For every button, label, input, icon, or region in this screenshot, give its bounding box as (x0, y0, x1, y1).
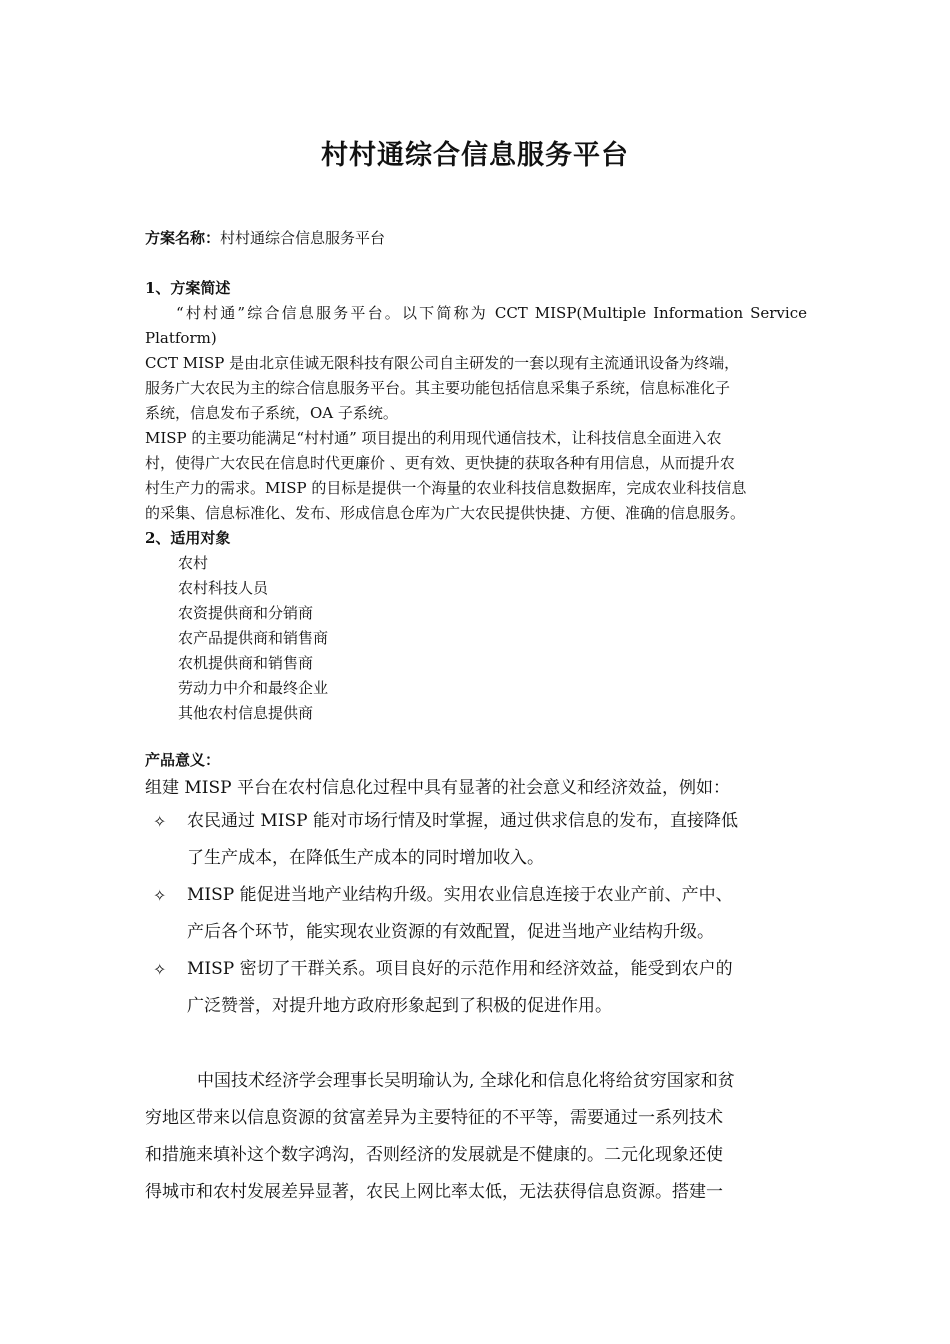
plan-name-value: 村村通综合信息服务平台 (220, 229, 386, 247)
overview-line: Platform) (145, 329, 217, 347)
significance-bullet-line: 了生产成本，在降低生产成本的同时增加收入。 (187, 848, 544, 868)
overview-line: 村生产力的需求。MISP 的目标是提供一个海量的农业科技信息数据库，完成农业科技信息 (145, 479, 747, 497)
document-title: 村村通综合信息服务平台 (321, 140, 629, 171)
diamond-bullet-icon: ✧ (153, 886, 167, 905)
overview-line: CCT MISP 是由北京佳诚无限科技有限公司自主研发的一套以现有主流通讯设备为终端， (145, 354, 740, 372)
significance-bullet-line: MISP 能促进当地产业结构升级。实用农业信息连接于农业产前、产中、 (187, 885, 733, 905)
significance-bullet-line: 农民通过 MISP 能对市场行情及时掌握，通过供求信息的发布，直接降低 (187, 811, 739, 831)
diamond-bullet-icon: ✧ (153, 960, 167, 979)
significance-bullet-line: 广泛赞誉，对提升地方政府形象起到了积极的促进作用。 (187, 996, 612, 1016)
overview-line: 系统，信息发布子系统，OA 子系统。 (145, 404, 398, 422)
audience-item: 农村 (178, 554, 209, 572)
closing-line: 得城市和农村发展差异显著，农民上网比率太低，无法获得信息资源。搭建一 (145, 1182, 723, 1202)
overview-line: 村，使得广大农民在信息时代更廉价 、更有效、更快捷的获取各种有用信息，从而提升农 (145, 454, 735, 472)
section-overview-heading: 1、方案简述 (145, 279, 231, 297)
overview-line: “村村通”综合信息服务平台。以下简称为 CCT MISP(Multiple Information Service (176, 304, 807, 322)
section-overview (145, 276, 807, 726)
significance-bullet-line: 产后各个环节，能实现农业资源的有效配置，促进当地产业结构升级。 (187, 922, 714, 942)
audience-item: 农机提供商和销售商 (178, 654, 314, 672)
overview-line: MISP 的主要功能满足“村村通” 项目提出的利用现代通信技术，让科技信息全面进入农 (145, 429, 722, 447)
closing-paragraph (145, 1063, 807, 1211)
audience-item: 劳动力中介和最终企业 (178, 679, 329, 697)
audience-item: 其他农村信息提供商 (178, 704, 314, 722)
audience-item: 农产品提供商和销售商 (178, 629, 329, 647)
audience-item: 农资提供商和分销商 (178, 604, 314, 622)
closing-line: 穷地区带来以信息资源的贫富差异为主要特征的不平等，需要通过一系列技术 (145, 1108, 723, 1128)
section-audience-heading: 2、适用对象 (145, 529, 231, 547)
diamond-bullet-icon: ✧ (153, 812, 167, 831)
audience-item: 农村科技人员 (178, 579, 269, 597)
section-significance (145, 748, 807, 803)
overview-line: 服务广大农民为主的综合信息服务平台。其主要功能包括信息采集子系统，信息标准化子 (145, 379, 731, 397)
significance-intro: 组建 MISP 平台在农村信息化过程中具有显著的社会意义和经济效益，例如： (145, 778, 731, 798)
plan-name-line (145, 226, 807, 251)
overview-line: 的采集、信息标准化、发布、形成信息仓库为广大农民提供快捷、方便、准确的信息服务。 (145, 504, 746, 522)
plan-name-label: 方案名称： (145, 229, 221, 247)
closing-line: 和措施来填补这个数字鸿沟，否则经济的发展就是不健康的。二元化现象还使 (145, 1145, 723, 1165)
closing-line: 中国技术经济学会理事长吴明瑜认为, 全球化和信息化将给贫穷国家和贫 (197, 1071, 735, 1091)
significance-heading: 产品意义： (145, 751, 221, 769)
significance-bullet-line: MISP 密切了干群关系。项目良好的示范作用和经济效益，能受到农户的 (187, 959, 733, 979)
